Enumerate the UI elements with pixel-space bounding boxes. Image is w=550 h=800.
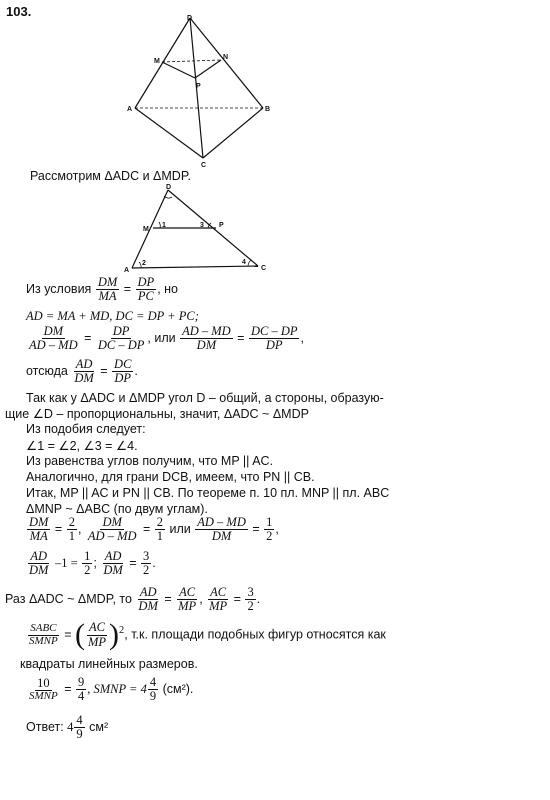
fraction-admd-dm: $\frac{AD - MD}{DM}$ [182,324,231,353]
ratios-line-2: $\frac{AD}{DM}$ –1 = $\frac{1}{2}$ ; $\frac{AD}{DM}$ = $\frac{3}{2}$ . [29,549,156,578]
follows-line: Из подобия следует: [26,422,146,436]
fig2-angle-2: 2 [142,260,146,267]
since-line-2: щие ∠D – пропорциональны, значит, ΔADC ~ ΔMDP [5,407,309,421]
fig2-angle-4: 4 [242,259,246,266]
ratios-line-1: $\frac{DM}{MA}$ = $\frac{2}{1}$ , $\frac{DM}{AD - MD}$ = $\frac{2}{1}$ или $\frac{AD - MD}{DM}$ = $\frac{1}{2}$ , [29,515,279,544]
because-text: , т.к. площади подобных фигур относятся как [124,627,386,642]
fraction-10-smnp: $\frac{10}{\text{SMNP}}$ [29,675,58,702]
area-ratio-line: $\frac{\text{SABC}}{\text{SMNP}}$ = ( $\frac{AC}{MP}$ )$^2$, т.к. площади подобных фигур относятся как [29,618,386,651]
fig2-label-C: C [261,265,267,272]
answer-fraction: $\frac{4}{9}$ [76,713,83,742]
answer-units: см² [89,719,109,734]
fig1-label-C: C [201,162,207,169]
fig1-label-N: N [223,54,229,61]
fraction-ad-dm-4: $\frac{AD}{DM}$ [138,585,158,614]
fraction-dm-ma: $\frac{DM}{MA}$ [97,275,118,304]
fig2-label-A: A [124,267,130,274]
fraction-9-4: $\frac{9}{4}$ [77,675,85,704]
fraction-3-2-b: $\frac{3}{2}$ [247,585,254,614]
fraction-1-2-b: $\frac{1}{2}$ [84,549,91,578]
since-similar-line: Раз ΔADC ~ ΔMDP, то $\frac{AD}{DM}$ = $\frac{AC}{MP}$ , $\frac{AC}{MP}$ = $\frac{3}{2}$ . [5,585,261,614]
minus-one: –1 = [54,555,78,570]
fig1-label-B: B [265,106,271,113]
triangle-figure [120,182,280,277]
answer-line [26,714,108,741]
left-paren: ( [74,618,85,651]
fraction-ad-dm-3: $\frac{AD}{DM}$ [103,549,123,578]
fraction-ac-mp: $\frac{AC}{MP}$ [178,585,197,614]
fraction-ac-mp-3: $\frac{AC}{MP}$ [87,620,107,649]
since-line-1: Так как у ΔADC и ΔMDP угол D – общий, а стороны, образую- [26,391,384,405]
or-text-2: или [169,521,191,536]
fraction-admd-dm-2: $\frac{AD - MD}{DM}$ [197,515,246,544]
angles-line: ∠1 = ∠2, ∠3 = ∠4. [26,439,138,453]
fraction-1-2: $\frac{1}{2}$ [266,515,273,544]
answer-whole: 4 [67,719,74,734]
similarity-line: ΔMNP ~ ΔABC (по двум углам). [26,502,208,516]
fig2-label-M: M [143,226,149,233]
right-paren: ) [109,618,120,651]
fraction-2-1-b: $\frac{2}{1}$ [156,515,164,544]
planes-parallel: Итак, MP || AC и PN || CB. По теореме п. 10 пл. MNP || пл. ABC [26,486,390,500]
fig1-label-D: D [187,15,193,22]
linear-sizes-line: квадраты линейных размеров. [20,657,198,671]
from-condition-text: Из условия [26,281,92,296]
answer-label: Ответ: [26,719,64,734]
fig1-label-P: P [196,83,201,90]
hence-line: отсюда $\frac{AD}{DM}$ = $\frac{DC}{DP}$ . [26,357,138,386]
fraction-dc-dp: $\frac{DC}{DP}$ [114,357,132,386]
sum-equation: AD = MA + MD, DC = DP + PC; [26,309,199,323]
consider-line: Рассмотрим ΔADC и ΔMDP. [30,169,192,183]
fraction-dcdp-dp: $\frac{DC - DP}{DP}$ [250,324,298,353]
fraction-dp-dcdp: $\frac{DP}{DC - DP}$ [97,324,145,353]
fraction-ad-dm: $\frac{AD}{DM}$ [74,357,94,386]
problem-number: 103. [6,4,32,19]
fraction-ad-dm-2: $\frac{AD}{DM}$ [29,549,49,578]
parallel-mp-ac: Из равенства углов получим, что MP || AC. [26,454,274,468]
square-exponent: 2 [119,625,125,637]
smnp-value: , SMNP = 4 [87,681,147,696]
fraction-dm-admd: $\frac{DM}{AD - MD}$ [29,324,78,353]
area-calc-line: $\frac{10}{\text{SMNP}}$ = $\frac{9}{4}$ , SMNP = 4 $\frac{4}{9}$ (см²). [29,675,194,704]
fig2-label-D: D [166,184,172,191]
fig2-label-P: P [219,222,224,229]
since-similar-text: Раз ΔADC ~ ΔMDP, то [5,591,132,606]
hence-text: отсюда [26,363,68,378]
fig2-angle-1: 1 [162,222,166,229]
fraction-4-9: $\frac{4}{9}$ [149,675,157,704]
or-text: , или [147,330,176,345]
fraction-sabc-smnp: $\frac{\text{SABC}}{\text{SMNP}}$ [29,621,58,647]
fraction-ac-mp-2: $\frac{AC}{MP}$ [209,585,228,614]
fig1-label-A: A [127,106,133,113]
condition-line: Из условия $\frac{DM}{MA}$ = $\frac{DP}{PC}$ , но [26,275,178,304]
but-text: , но [157,281,178,296]
units-text: (см²). [162,681,194,696]
fraction-dm-admd-2: $\frac{DM}{AD - MD}$ [87,515,137,544]
proportion-line: $\frac{DM}{AD - MD}$ = $\frac{DP}{DC - DP}$ , или $\frac{AD - MD}{DM}$ = $\frac{DC - DP}{DP}$ , [29,324,304,353]
fraction-3-2: $\frac{3}{2}$ [143,549,150,578]
fraction-dm-ma-2: $\frac{DM}{MA}$ [29,515,49,544]
fraction-dp-pc: $\frac{DP}{PC}$ [137,275,155,304]
fig1-label-M: M [154,58,160,65]
fig2-angle-3: 3 [200,222,204,229]
parallel-pn-cb: Аналогично, для грани DCB, имеем, что PN || CB. [26,470,315,484]
tetrahedron-figure [125,10,275,170]
fraction-2-1: $\frac{2}{1}$ [68,515,75,544]
